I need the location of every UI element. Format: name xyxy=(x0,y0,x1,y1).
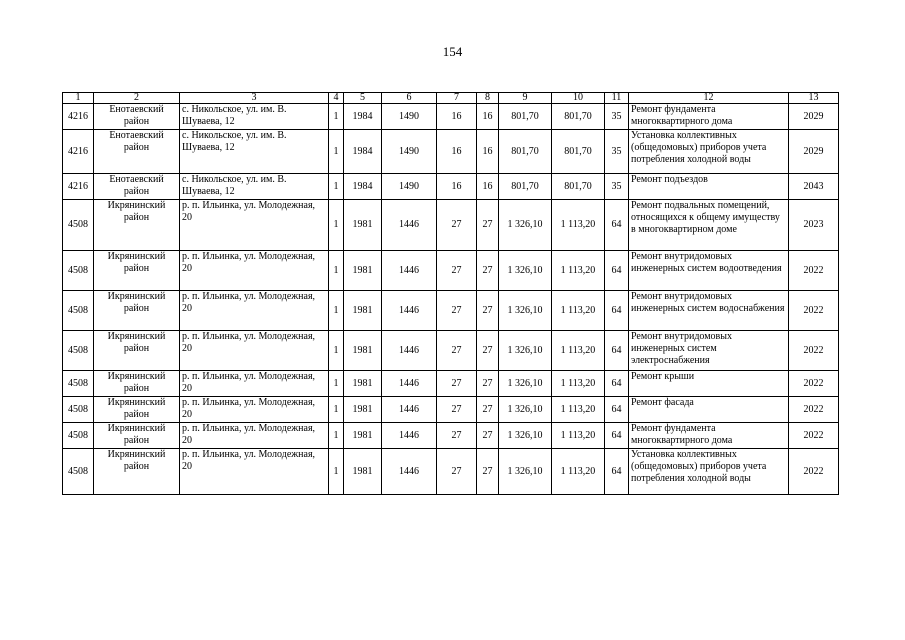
area-total-cell: 1446 xyxy=(382,291,437,331)
planned-year-cell: 2029 xyxy=(789,130,839,174)
planned-year-cell: 2043 xyxy=(789,174,839,200)
living-units-cell: 16 xyxy=(437,174,477,200)
units-total-cell: 27 xyxy=(477,200,499,251)
residents-cell: 64 xyxy=(605,449,629,495)
area-common-cell: 801,70 xyxy=(499,104,552,130)
work-type-cell: Ремонт подъездов xyxy=(629,174,789,200)
area-total-cell: 1446 xyxy=(382,371,437,397)
area-total-cell: 1490 xyxy=(382,130,437,174)
planned-year-cell: 2022 xyxy=(789,291,839,331)
table-row xyxy=(63,397,839,423)
address-cell: р. п. Ильинка, ул. Молодежная, 20 xyxy=(180,251,329,291)
living-units-cell: 27 xyxy=(437,331,477,371)
table-row xyxy=(63,104,839,130)
work-type-cell: Ремонт крыши xyxy=(629,371,789,397)
area-living-cell: 1 113,20 xyxy=(552,371,605,397)
buildings-count-cell: 1 xyxy=(329,397,344,423)
address-cell: р. п. Ильинка, ул. Молодежная, 20 xyxy=(180,449,329,495)
units-total-cell: 27 xyxy=(477,397,499,423)
area-living-cell: 1 113,20 xyxy=(552,397,605,423)
build-year-cell: 1984 xyxy=(344,104,382,130)
living-units-cell: 16 xyxy=(437,130,477,174)
buildings-count-cell: 1 xyxy=(329,371,344,397)
address-cell: с. Никольское, ул. им. В. Шуваева, 12 xyxy=(180,130,329,174)
area-living-cell: 1 113,20 xyxy=(552,251,605,291)
buildings-count-cell: 1 xyxy=(329,251,344,291)
column-number-cell: 13 xyxy=(789,93,839,104)
work-type-cell: Ремонт фундамента многоквартирного дома xyxy=(629,104,789,130)
residents-cell: 64 xyxy=(605,291,629,331)
area-common-cell: 1 326,10 xyxy=(499,331,552,371)
housing-repair-table xyxy=(62,92,839,495)
area-common-cell: 1 326,10 xyxy=(499,291,552,331)
address-cell: р. п. Ильинка, ул. Молодежная, 20 xyxy=(180,331,329,371)
district-cell: Икрянинский район xyxy=(94,200,180,251)
house-id-cell: 4508 xyxy=(63,251,94,291)
house-id-cell: 4508 xyxy=(63,371,94,397)
area-living-cell: 1 113,20 xyxy=(552,331,605,371)
planned-year-cell: 2022 xyxy=(789,371,839,397)
area-total-cell: 1490 xyxy=(382,104,437,130)
house-id-cell: 4508 xyxy=(63,291,94,331)
column-number-row xyxy=(63,93,839,104)
address-cell: с. Никольское, ул. им. В. Шуваева, 12 xyxy=(180,174,329,200)
house-id-cell: 4508 xyxy=(63,200,94,251)
area-common-cell: 1 326,10 xyxy=(499,251,552,291)
build-year-cell: 1981 xyxy=(344,449,382,495)
area-common-cell: 1 326,10 xyxy=(499,449,552,495)
district-cell: Икрянинский район xyxy=(94,251,180,291)
planned-year-cell: 2022 xyxy=(789,423,839,449)
table-row xyxy=(63,174,839,200)
build-year-cell: 1981 xyxy=(344,200,382,251)
living-units-cell: 27 xyxy=(437,449,477,495)
living-units-cell: 27 xyxy=(437,200,477,251)
area-living-cell: 1 113,20 xyxy=(552,423,605,449)
build-year-cell: 1981 xyxy=(344,423,382,449)
table-row xyxy=(63,251,839,291)
work-type-cell: Ремонт подвальных помещений, относящихся к общему имуществу в многоквартирном доме xyxy=(629,200,789,251)
house-id-cell: 4508 xyxy=(63,397,94,423)
work-type-cell: Установка коллективных (общедомовых) приборов учета потребления холодной воды xyxy=(629,130,789,174)
living-units-cell: 27 xyxy=(437,251,477,291)
table-row xyxy=(63,449,839,495)
buildings-count-cell: 1 xyxy=(329,291,344,331)
residents-cell: 64 xyxy=(605,331,629,371)
address-cell: р. п. Ильинка, ул. Молодежная, 20 xyxy=(180,397,329,423)
district-cell: Енотаевский район xyxy=(94,174,180,200)
buildings-count-cell: 1 xyxy=(329,130,344,174)
district-cell: Икрянинский район xyxy=(94,449,180,495)
residents-cell: 64 xyxy=(605,200,629,251)
residents-cell: 64 xyxy=(605,397,629,423)
table-row xyxy=(63,200,839,251)
area-living-cell: 1 113,20 xyxy=(552,449,605,495)
area-common-cell: 801,70 xyxy=(499,174,552,200)
district-cell: Икрянинский район xyxy=(94,397,180,423)
living-units-cell: 27 xyxy=(437,291,477,331)
living-units-cell: 27 xyxy=(437,423,477,449)
work-type-cell: Ремонт внутридомовых инженерных систем водоснабжения xyxy=(629,291,789,331)
units-total-cell: 27 xyxy=(477,371,499,397)
area-living-cell: 801,70 xyxy=(552,130,605,174)
units-total-cell: 16 xyxy=(477,130,499,174)
area-total-cell: 1446 xyxy=(382,449,437,495)
district-cell: Енотаевский район xyxy=(94,130,180,174)
column-number-cell: 9 xyxy=(499,93,552,104)
planned-year-cell: 2022 xyxy=(789,397,839,423)
planned-year-cell: 2022 xyxy=(789,449,839,495)
residents-cell: 64 xyxy=(605,251,629,291)
area-total-cell: 1446 xyxy=(382,423,437,449)
area-common-cell: 1 326,10 xyxy=(499,423,552,449)
area-total-cell: 1446 xyxy=(382,397,437,423)
table-row xyxy=(63,423,839,449)
buildings-count-cell: 1 xyxy=(329,104,344,130)
table-row xyxy=(63,130,839,174)
district-cell: Икрянинский район xyxy=(94,331,180,371)
district-cell: Енотаевский район xyxy=(94,104,180,130)
area-common-cell: 801,70 xyxy=(499,130,552,174)
work-type-cell: Ремонт фундамента многоквартирного дома xyxy=(629,423,789,449)
build-year-cell: 1981 xyxy=(344,371,382,397)
units-total-cell: 27 xyxy=(477,331,499,371)
planned-year-cell: 2023 xyxy=(789,200,839,251)
column-number-cell: 4 xyxy=(329,93,344,104)
column-number-cell: 3 xyxy=(180,93,329,104)
column-number-cell: 1 xyxy=(63,93,94,104)
residents-cell: 64 xyxy=(605,423,629,449)
units-total-cell: 27 xyxy=(477,251,499,291)
column-number-cell: 7 xyxy=(437,93,477,104)
work-type-cell: Ремонт внутридомовых инженерных систем водоотведения xyxy=(629,251,789,291)
area-total-cell: 1490 xyxy=(382,174,437,200)
units-total-cell: 27 xyxy=(477,449,499,495)
area-total-cell: 1446 xyxy=(382,251,437,291)
area-common-cell: 1 326,10 xyxy=(499,200,552,251)
units-total-cell: 27 xyxy=(477,291,499,331)
address-cell: р. п. Ильинка, ул. Молодежная, 20 xyxy=(180,371,329,397)
living-units-cell: 16 xyxy=(437,104,477,130)
build-year-cell: 1981 xyxy=(344,291,382,331)
work-type-cell: Установка коллективных (общедомовых) приборов учета потребления холодной воды xyxy=(629,449,789,495)
house-id-cell: 4216 xyxy=(63,174,94,200)
column-number-cell: 8 xyxy=(477,93,499,104)
residents-cell: 35 xyxy=(605,104,629,130)
table-row xyxy=(63,331,839,371)
build-year-cell: 1984 xyxy=(344,174,382,200)
table-row xyxy=(63,291,839,331)
work-type-cell: Ремонт внутридомовых инженерных систем электроснабжения xyxy=(629,331,789,371)
area-living-cell: 801,70 xyxy=(552,174,605,200)
planned-year-cell: 2022 xyxy=(789,331,839,371)
units-total-cell: 16 xyxy=(477,104,499,130)
house-id-cell: 4216 xyxy=(63,104,94,130)
house-id-cell: 4508 xyxy=(63,331,94,371)
units-total-cell: 27 xyxy=(477,423,499,449)
area-total-cell: 1446 xyxy=(382,331,437,371)
planned-year-cell: 2022 xyxy=(789,251,839,291)
build-year-cell: 1984 xyxy=(344,130,382,174)
residents-cell: 35 xyxy=(605,130,629,174)
district-cell: Икрянинский район xyxy=(94,423,180,449)
build-year-cell: 1981 xyxy=(344,251,382,291)
residents-cell: 64 xyxy=(605,371,629,397)
living-units-cell: 27 xyxy=(437,397,477,423)
buildings-count-cell: 1 xyxy=(329,200,344,251)
residents-cell: 35 xyxy=(605,174,629,200)
build-year-cell: 1981 xyxy=(344,331,382,371)
units-total-cell: 16 xyxy=(477,174,499,200)
column-number-cell: 2 xyxy=(94,93,180,104)
buildings-count-cell: 1 xyxy=(329,449,344,495)
buildings-count-cell: 1 xyxy=(329,423,344,449)
page-number: 154 xyxy=(442,44,463,59)
column-number-cell: 10 xyxy=(552,93,605,104)
house-id-cell: 4508 xyxy=(63,449,94,495)
area-total-cell: 1446 xyxy=(382,200,437,251)
area-living-cell: 1 113,20 xyxy=(552,200,605,251)
area-common-cell: 1 326,10 xyxy=(499,371,552,397)
area-living-cell: 801,70 xyxy=(552,104,605,130)
area-common-cell: 1 326,10 xyxy=(499,397,552,423)
planned-year-cell: 2029 xyxy=(789,104,839,130)
house-id-cell: 4216 xyxy=(63,130,94,174)
column-number-cell: 12 xyxy=(629,93,789,104)
address-cell: р. п. Ильинка, ул. Молодежная, 20 xyxy=(180,291,329,331)
address-cell: с. Никольское, ул. им. В. Шуваева, 12 xyxy=(180,104,329,130)
buildings-count-cell: 1 xyxy=(329,174,344,200)
area-living-cell: 1 113,20 xyxy=(552,291,605,331)
address-cell: р. п. Ильинка, ул. Молодежная, 20 xyxy=(180,200,329,251)
district-cell: Икрянинский район xyxy=(94,371,180,397)
table-row xyxy=(63,371,839,397)
address-cell: р. п. Ильинка, ул. Молодежная, 20 xyxy=(180,423,329,449)
house-id-cell: 4508 xyxy=(63,423,94,449)
district-cell: Икрянинский район xyxy=(94,291,180,331)
buildings-count-cell: 1 xyxy=(329,331,344,371)
column-number-cell: 11 xyxy=(605,93,629,104)
living-units-cell: 27 xyxy=(437,371,477,397)
column-number-cell: 5 xyxy=(344,93,382,104)
work-type-cell: Ремонт фасада xyxy=(629,397,789,423)
build-year-cell: 1981 xyxy=(344,397,382,423)
column-number-cell: 6 xyxy=(382,93,437,104)
